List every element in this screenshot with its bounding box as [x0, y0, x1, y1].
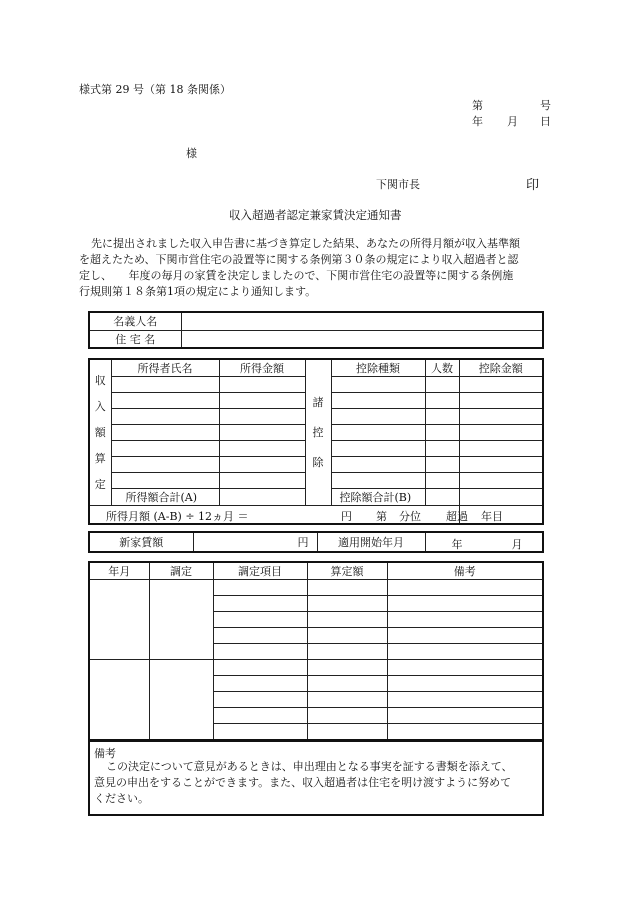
deduct-cell[interactable]	[425, 457, 459, 473]
bracket-bunni: 分位	[399, 510, 421, 523]
rent-yen: 円	[297, 536, 309, 549]
income-cell[interactable]	[111, 473, 219, 489]
income-cell[interactable]	[219, 473, 305, 489]
adjust-amount[interactable]	[307, 628, 387, 644]
deduct-cell[interactable]	[425, 393, 459, 409]
new-rent-label: 新家賃額	[89, 532, 193, 552]
adjust-amount[interactable]	[307, 596, 387, 612]
col-deduction-type: 控除種類	[331, 359, 425, 377]
monthly-income-row	[89, 506, 503, 524]
adjust-cell[interactable]	[149, 660, 213, 740]
adjust-remarks[interactable]	[387, 692, 543, 708]
body-line: 定し、 年度の毎月の家賃を決定しましたので、下関市営住宅の設置等に関する条例施	[79, 269, 514, 282]
deduct-cell[interactable]	[425, 473, 459, 489]
adjust-item[interactable]	[213, 660, 307, 676]
adjust-amount[interactable]	[307, 580, 387, 596]
remarks-line: 意見の申出をすることができます。また、収入超過者は住宅を明け渡すように努めて	[94, 776, 512, 789]
housing-name-field[interactable]	[181, 330, 543, 348]
start-date-label: 適用開始年月	[317, 532, 425, 552]
monthly-yen: 円	[341, 510, 352, 523]
deduct-cell[interactable]	[425, 425, 459, 441]
adjust-item[interactable]	[213, 644, 307, 660]
col-income-amount: 所得金額	[219, 359, 305, 377]
income-calculation-table	[88, 358, 544, 525]
deduct-cell[interactable]	[331, 409, 425, 425]
adjust-item[interactable]	[213, 724, 307, 740]
col-remarks: 備考	[387, 562, 543, 580]
deduct-cell[interactable]	[425, 377, 459, 393]
adjust-remarks[interactable]	[387, 676, 543, 692]
number-go: 号	[540, 99, 551, 112]
adjust-remarks[interactable]	[387, 644, 543, 660]
date-day: 日	[540, 115, 551, 128]
adjust-amount[interactable]	[307, 644, 387, 660]
income-cell[interactable]	[111, 457, 219, 473]
deduct-cell[interactable]	[459, 377, 543, 393]
adjust-item[interactable]	[213, 596, 307, 612]
deduct-people-total[interactable]	[425, 489, 459, 506]
start-month: 月	[511, 538, 523, 551]
income-cell[interactable]	[219, 425, 305, 441]
income-cell[interactable]	[111, 425, 219, 441]
deduct-total-label: 控除額合計(B)	[331, 489, 425, 506]
bracket-dai: 第	[376, 510, 387, 523]
income-total-value[interactable]	[219, 489, 305, 506]
deduct-cell[interactable]	[331, 377, 425, 393]
deduct-cell[interactable]	[459, 425, 543, 441]
income-total-label: 所得額合計(A)	[111, 489, 219, 506]
income-cell[interactable]	[219, 393, 305, 409]
body-line: 行規則第１８条第1項の規定により通知します。	[79, 285, 317, 298]
deduct-cell[interactable]	[425, 409, 459, 425]
nominee-name-field[interactable]	[181, 312, 543, 330]
seal-mark: 印	[526, 178, 540, 193]
income-cell[interactable]	[219, 409, 305, 425]
issuer: 下関市長	[376, 178, 420, 191]
adjust-amount[interactable]	[307, 660, 387, 676]
deduct-cell[interactable]	[459, 457, 543, 473]
adjust-amount[interactable]	[307, 612, 387, 628]
col-adjust-item: 調定項目	[213, 562, 307, 580]
col-adjust: 調定	[149, 562, 213, 580]
income-cell[interactable]	[219, 457, 305, 473]
rent-table	[88, 531, 544, 553]
adjust-remarks[interactable]	[387, 724, 543, 740]
adjust-amount[interactable]	[307, 708, 387, 724]
deduct-cell[interactable]	[331, 441, 425, 457]
adjust-item[interactable]	[213, 580, 307, 596]
adjust-item[interactable]	[213, 708, 307, 724]
col-income-name: 所得者氏名	[111, 359, 219, 377]
deduct-cell[interactable]	[331, 473, 425, 489]
adjust-cell[interactable]	[149, 580, 213, 660]
body-text	[79, 236, 520, 300]
income-cell[interactable]	[111, 393, 219, 409]
monthly-formula: 所得月額 (A-B) ÷ 12ヵ月 ＝	[106, 510, 249, 523]
col-deduction-amount: 控除金額	[459, 359, 543, 377]
body-line: 先に提出されました収入申告書に基づき算定した結果、あなたの所得月額が収入基準額	[91, 237, 520, 250]
adjustment-table	[88, 561, 544, 741]
adjust-item[interactable]	[213, 612, 307, 628]
addressee-sama: 様	[186, 147, 197, 160]
document-title: 収入超過者認定兼家賃決定通知書	[229, 208, 402, 222]
excess-year: 年目	[481, 510, 503, 523]
adjust-remarks[interactable]	[387, 708, 543, 724]
form-number: 様式第 29 号（第 18 条関係）	[79, 83, 231, 96]
col-calculated: 算定額	[307, 562, 387, 580]
adjust-remarks[interactable]	[387, 596, 543, 612]
remarks-text	[94, 759, 513, 807]
start-year: 年	[451, 538, 463, 551]
adjust-year-month[interactable]	[89, 580, 149, 660]
income-cell[interactable]	[219, 441, 305, 457]
nominee-table	[88, 311, 544, 349]
adjust-amount[interactable]	[307, 692, 387, 708]
income-cell[interactable]	[111, 377, 219, 393]
deduct-cell[interactable]	[459, 393, 543, 409]
deduct-cell[interactable]	[459, 441, 543, 457]
remarks-box	[88, 740, 544, 816]
number-dai: 第	[472, 99, 483, 112]
housing-name-label: 住 宅 名	[89, 330, 181, 348]
adjust-year-month[interactable]	[89, 660, 149, 740]
adjust-remarks[interactable]	[387, 628, 543, 644]
start-date-value[interactable]	[425, 532, 543, 552]
adjust-item[interactable]	[213, 676, 307, 692]
income-cell[interactable]	[111, 441, 219, 457]
deduct-cell[interactable]	[331, 457, 425, 473]
new-rent-value[interactable]	[193, 532, 317, 552]
deduct-cell[interactable]	[459, 409, 543, 425]
adjust-amount[interactable]	[307, 724, 387, 740]
deduct-total-value[interactable]	[459, 489, 543, 506]
adjust-remarks[interactable]	[387, 580, 543, 596]
adjust-item[interactable]	[213, 692, 307, 708]
deduction-side-label: 諸 控 除	[305, 359, 331, 506]
income-cell[interactable]	[219, 377, 305, 393]
col-people: 人数	[425, 359, 459, 377]
nominee-name-label: 名義人名	[89, 312, 181, 330]
deduct-cell[interactable]	[425, 441, 459, 457]
deduct-cell[interactable]	[331, 393, 425, 409]
body-line: を超えたため、下関市営住宅の設置等に関する条例第３０条の規定により収入超過者と認	[79, 253, 519, 266]
deduct-cell[interactable]	[331, 425, 425, 441]
deduct-cell[interactable]	[459, 473, 543, 489]
remarks-line: ください。	[94, 792, 149, 805]
col-year-month: 年月	[89, 562, 149, 580]
adjust-item[interactable]	[213, 628, 307, 644]
date-year: 年	[472, 115, 483, 128]
adjust-amount[interactable]	[307, 676, 387, 692]
remarks-line: この決定について意見があるときは、申出理由となる事実を証する書類を添えて、	[106, 760, 513, 773]
date-month: 月	[507, 115, 518, 128]
adjust-remarks[interactable]	[387, 660, 543, 676]
income-side-label: 収 入 額 算 定	[89, 359, 111, 506]
adjust-remarks[interactable]	[387, 612, 543, 628]
excess-label: 超過	[446, 510, 468, 523]
income-cell[interactable]	[111, 409, 219, 425]
remarks-title: 備考	[94, 747, 116, 760]
